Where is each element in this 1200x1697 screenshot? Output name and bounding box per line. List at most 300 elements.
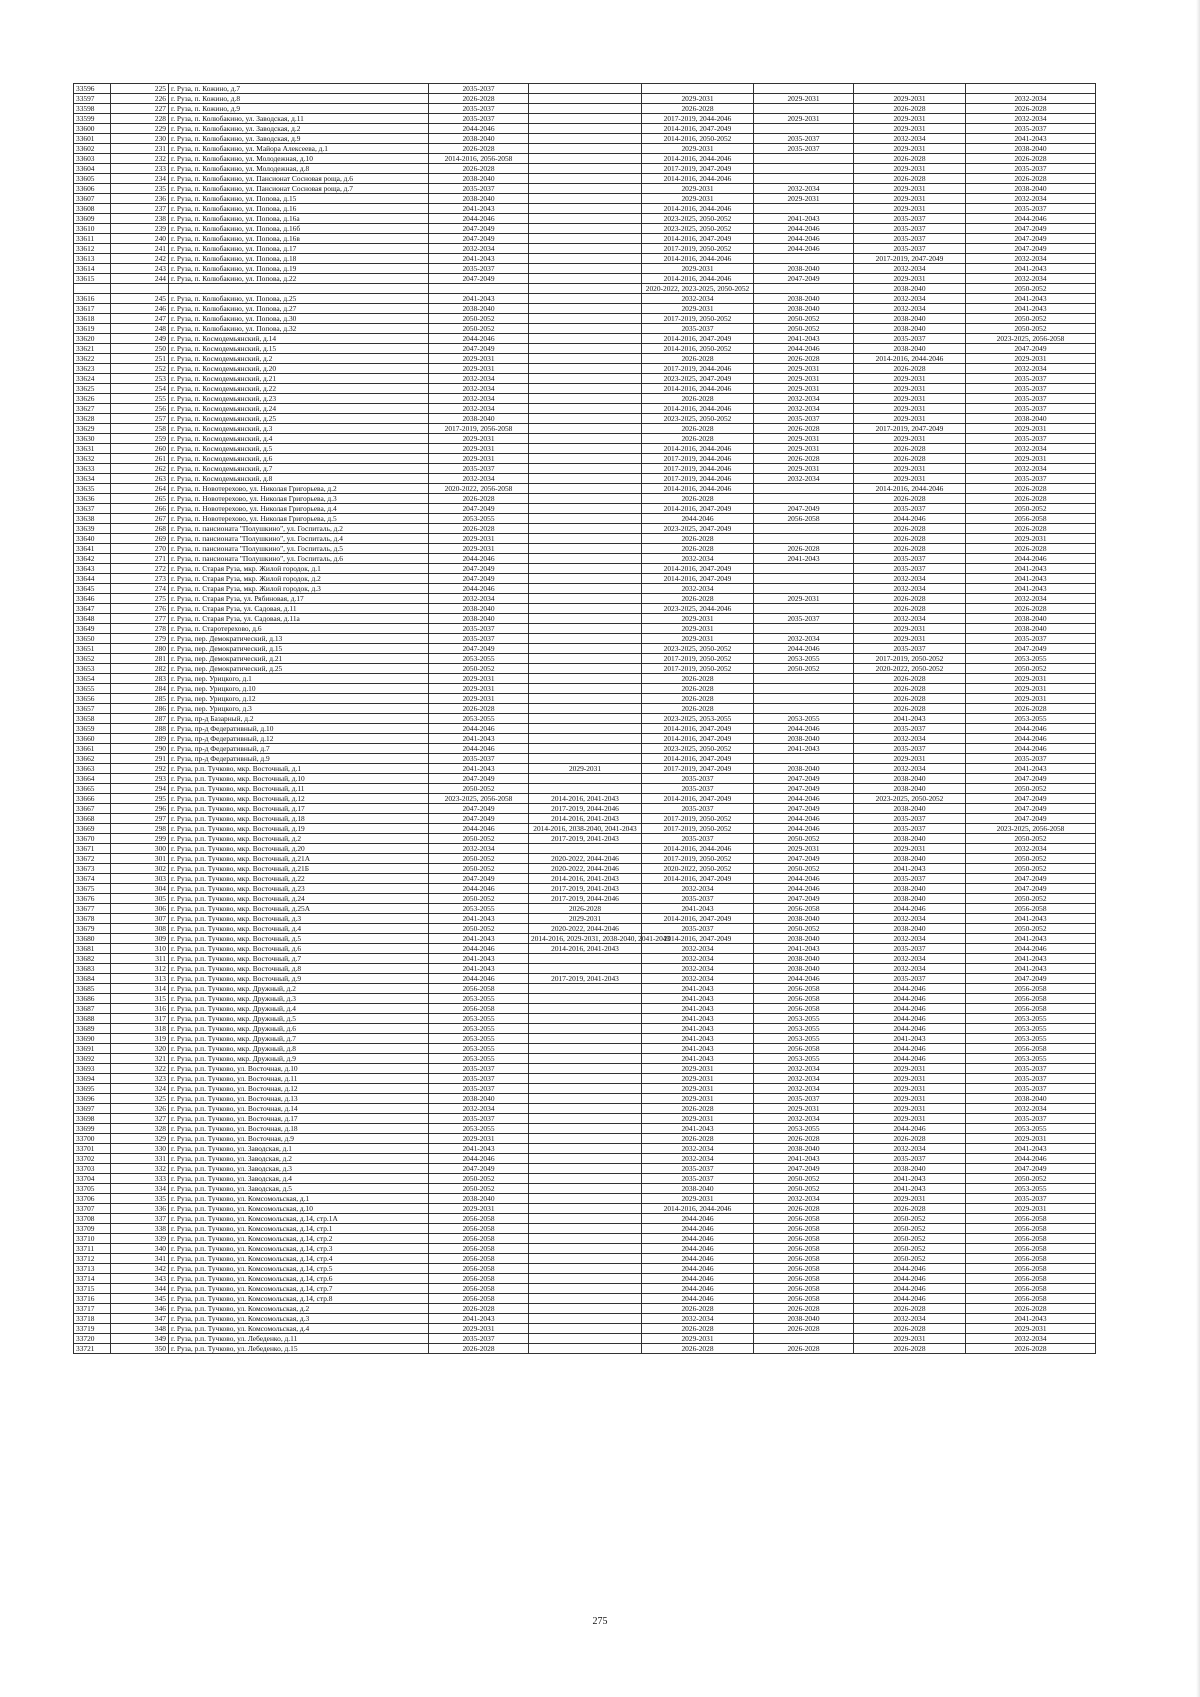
table-row bbox=[74, 1274, 1096, 1284]
registry-id-cell: 33677 bbox=[74, 904, 111, 914]
table-row bbox=[74, 284, 1096, 294]
registry-id-cell: 33604 bbox=[74, 164, 111, 174]
table-row bbox=[74, 1074, 1096, 1084]
period-1-cell: 2044-2046 bbox=[429, 584, 529, 594]
period-6-cell: 2047-2049 bbox=[966, 814, 1096, 824]
period-6-cell: 2041-2043 bbox=[966, 264, 1096, 274]
row-number-cell: 298 bbox=[111, 824, 169, 834]
period-2-cell bbox=[529, 1004, 642, 1014]
table-row bbox=[74, 1334, 1096, 1344]
table-row bbox=[74, 424, 1096, 434]
period-1-cell: 2041-2043 bbox=[429, 934, 529, 944]
period-6-cell: 2035-2037 bbox=[966, 634, 1096, 644]
table-row bbox=[74, 1034, 1096, 1044]
period-5-cell: 2026-2028 bbox=[854, 1204, 966, 1214]
row-number-cell: 326 bbox=[111, 1104, 169, 1114]
period-4-cell: 2044-2046 bbox=[754, 874, 854, 884]
table-row bbox=[74, 724, 1096, 734]
registry-id-cell: 33659 bbox=[74, 724, 111, 734]
period-3-cell: 2020-2022, 2023-2025, 2050-2052 bbox=[642, 284, 754, 294]
period-5-cell: 2029-2031 bbox=[854, 1194, 966, 1204]
table-row bbox=[74, 404, 1096, 414]
address-cell: г. Руза, п. Космодемьянский, д.7 bbox=[169, 464, 429, 474]
period-4-cell: 2044-2046 bbox=[754, 824, 854, 834]
period-3-cell: 2029-2031 bbox=[642, 194, 754, 204]
period-2-cell: 2017-2019, 2044-2046 bbox=[529, 894, 642, 904]
registry-id-cell: 33686 bbox=[74, 994, 111, 1004]
registry-id-cell: 33676 bbox=[74, 894, 111, 904]
period-6-cell: 2032-2034 bbox=[966, 844, 1096, 854]
period-5-cell: 2029-2031 bbox=[854, 1084, 966, 1094]
period-2-cell bbox=[529, 1084, 642, 1094]
address-cell: г. Руза, р.п. Тучково, мкр. Восточный, д.21Б bbox=[169, 864, 429, 874]
registry-id-cell: 33714 bbox=[74, 1274, 111, 1284]
period-2-cell: 2017-2019, 2041-2043 bbox=[529, 884, 642, 894]
row-number-cell: 327 bbox=[111, 1114, 169, 1124]
period-4-cell: 2044-2046 bbox=[754, 794, 854, 804]
row-number-cell: 338 bbox=[111, 1224, 169, 1234]
period-3-cell: 2026-2028 bbox=[642, 1104, 754, 1114]
period-3-cell: 2044-2046 bbox=[642, 1214, 754, 1224]
period-5-cell: 2032-2034 bbox=[854, 1144, 966, 1154]
period-2-cell: 2026-2028 bbox=[529, 904, 642, 914]
table-row bbox=[74, 224, 1096, 234]
period-4-cell bbox=[754, 684, 854, 694]
period-5-cell: 2029-2031 bbox=[854, 114, 966, 124]
period-1-cell: 2023-2025, 2056-2058 bbox=[429, 794, 529, 804]
registry-id-cell: 33636 bbox=[74, 494, 111, 504]
period-4-cell: 2047-2049 bbox=[754, 274, 854, 284]
period-5-cell: 2017-2019, 2047-2049 bbox=[854, 424, 966, 434]
period-5-cell: 2032-2034 bbox=[854, 934, 966, 944]
row-number-cell: 266 bbox=[111, 504, 169, 514]
period-5-cell: 2029-2031 bbox=[854, 94, 966, 104]
table-row bbox=[74, 294, 1096, 304]
period-5-cell: 2017-2019, 2050-2052 bbox=[854, 654, 966, 664]
table-row bbox=[74, 534, 1096, 544]
registry-id-cell: 33717 bbox=[74, 1304, 111, 1314]
period-6-cell: 2044-2046 bbox=[966, 734, 1096, 744]
table-row bbox=[74, 1044, 1096, 1054]
period-6-cell: 2053-2055 bbox=[966, 654, 1096, 664]
address-cell: г. Руза, р.п. Тучково, ул. Лебеденко, д.11 bbox=[169, 1334, 429, 1344]
period-6-cell: 2041-2043 bbox=[966, 564, 1096, 574]
table-row bbox=[74, 1204, 1096, 1214]
period-1-cell: 2041-2043 bbox=[429, 1144, 529, 1154]
period-6-cell: 2056-2058 bbox=[966, 1274, 1096, 1284]
period-5-cell: 2041-2043 bbox=[854, 714, 966, 724]
table-row bbox=[74, 1214, 1096, 1224]
registry-id-cell: 33605 bbox=[74, 174, 111, 184]
period-6-cell: 2050-2052 bbox=[966, 504, 1096, 514]
period-3-cell: 2029-2031 bbox=[642, 1084, 754, 1094]
period-5-cell: 2044-2046 bbox=[854, 994, 966, 1004]
period-3-cell: 2017-2019, 2050-2052 bbox=[642, 654, 754, 664]
period-1-cell: 2026-2028 bbox=[429, 94, 529, 104]
period-6-cell: 2032-2034 bbox=[966, 254, 1096, 264]
period-6-cell: 2029-2031 bbox=[966, 454, 1096, 464]
address-cell: г. Руза, п. Колюбакино, ул. Попова, д.27 bbox=[169, 304, 429, 314]
period-6-cell: 2032-2034 bbox=[966, 94, 1096, 104]
period-2-cell bbox=[529, 1054, 642, 1064]
address-cell: г. Руза, р.п. Тучково, ул. Комсомольская, д.14, стр.1А bbox=[169, 1214, 429, 1224]
period-3-cell: 2014-2016, 2044-2046 bbox=[642, 844, 754, 854]
period-4-cell bbox=[754, 534, 854, 544]
period-3-cell: 2014-2016, 2047-2049 bbox=[642, 564, 754, 574]
row-number-cell: 320 bbox=[111, 1044, 169, 1054]
period-1-cell: 2050-2052 bbox=[429, 784, 529, 794]
table-row bbox=[74, 554, 1096, 564]
table-row bbox=[74, 244, 1096, 254]
address-cell: г. Руза, п. Старая Руза, ул. Садовая, д.11а bbox=[169, 614, 429, 624]
address-cell: г. Руза, пер. Урицкого, д.10 bbox=[169, 684, 429, 694]
registry-id-cell: 33661 bbox=[74, 744, 111, 754]
registry-id-cell: 33653 bbox=[74, 664, 111, 674]
period-6-cell: 2056-2058 bbox=[966, 1214, 1096, 1224]
registry-id-cell: 33622 bbox=[74, 354, 111, 364]
period-2-cell bbox=[529, 314, 642, 324]
row-number-cell: 252 bbox=[111, 364, 169, 374]
period-2-cell bbox=[529, 474, 642, 484]
period-1-cell: 2050-2052 bbox=[429, 834, 529, 844]
address-cell: г. Руза, р.п. Тучково, мкр. Дружный, д.3 bbox=[169, 994, 429, 1004]
address-cell: г. Руза, р.п. Тучково, ул. Комсомольская, д.14, стр.1 bbox=[169, 1224, 429, 1234]
period-1-cell: 2029-2031 bbox=[429, 354, 529, 364]
row-number-cell: 302 bbox=[111, 864, 169, 874]
period-4-cell: 2032-2034 bbox=[754, 394, 854, 404]
row-number-cell: 330 bbox=[111, 1144, 169, 1154]
row-number-cell: 311 bbox=[111, 954, 169, 964]
period-5-cell: 2038-2040 bbox=[854, 884, 966, 894]
period-5-cell: 2029-2031 bbox=[854, 434, 966, 444]
period-6-cell: 2041-2043 bbox=[966, 584, 1096, 594]
period-4-cell bbox=[754, 524, 854, 534]
period-2-cell bbox=[529, 1074, 642, 1084]
period-5-cell: 2026-2028 bbox=[854, 704, 966, 714]
row-number-cell: 274 bbox=[111, 584, 169, 594]
row-number-cell: 242 bbox=[111, 254, 169, 264]
row-number-cell: 250 bbox=[111, 344, 169, 354]
address-cell: г. Руза, п. Космодемьянский, д.3 bbox=[169, 424, 429, 434]
period-6-cell: 2053-2055 bbox=[966, 1054, 1096, 1064]
period-6-cell: 2029-2031 bbox=[966, 684, 1096, 694]
period-2-cell bbox=[529, 574, 642, 584]
period-3-cell: 2014-2016, 2047-2049 bbox=[642, 724, 754, 734]
registry-id-cell: 33624 bbox=[74, 374, 111, 384]
period-6-cell: 2047-2049 bbox=[966, 974, 1096, 984]
period-3-cell: 2041-2043 bbox=[642, 1054, 754, 1064]
period-4-cell: 2026-2028 bbox=[754, 1304, 854, 1314]
row-number-cell: 300 bbox=[111, 844, 169, 854]
registry-id-cell: 33609 bbox=[74, 214, 111, 224]
address-cell: г. Руза, п. Кожино, д.8 bbox=[169, 94, 429, 104]
period-1-cell: 2053-2055 bbox=[429, 654, 529, 664]
address-cell: г. Руза, пер. Демократический, д.21 bbox=[169, 654, 429, 664]
period-3-cell: 2032-2034 bbox=[642, 294, 754, 304]
period-5-cell: 2023-2025, 2050-2052 bbox=[854, 794, 966, 804]
period-1-cell: 2041-2043 bbox=[429, 954, 529, 964]
period-4-cell: 2056-2058 bbox=[754, 1214, 854, 1224]
registry-id-cell: 33623 bbox=[74, 364, 111, 374]
address-cell: г. Руза, пер. Урицкого, д.12 bbox=[169, 694, 429, 704]
address-cell: г. Руза, п. Колюбакино, ул. Попова, д.22 bbox=[169, 274, 429, 284]
period-4-cell: 2053-2055 bbox=[754, 1034, 854, 1044]
period-1-cell: 2041-2043 bbox=[429, 734, 529, 744]
period-5-cell: 2044-2046 bbox=[854, 1264, 966, 1274]
period-6-cell: 2056-2058 bbox=[966, 1244, 1096, 1254]
period-2-cell bbox=[529, 1184, 642, 1194]
period-3-cell: 2017-2019, 2050-2052 bbox=[642, 244, 754, 254]
registry-id-cell: 33666 bbox=[74, 794, 111, 804]
row-number-cell: 248 bbox=[111, 324, 169, 334]
period-3-cell: 2035-2037 bbox=[642, 1174, 754, 1184]
address-cell: г. Руза, п. Космодемьянский, д.4 bbox=[169, 434, 429, 444]
row-number-cell: 325 bbox=[111, 1094, 169, 1104]
registry-id-cell: 33705 bbox=[74, 1184, 111, 1194]
period-4-cell bbox=[754, 704, 854, 714]
period-6-cell: 2041-2043 bbox=[966, 954, 1096, 964]
period-6-cell: 2044-2046 bbox=[966, 744, 1096, 754]
row-number-cell bbox=[111, 284, 169, 294]
period-5-cell: 2029-2031 bbox=[854, 1064, 966, 1074]
row-number-cell: 316 bbox=[111, 1004, 169, 1014]
registry-id-cell: 33720 bbox=[74, 1334, 111, 1344]
row-number-cell: 340 bbox=[111, 1244, 169, 1254]
period-1-cell: 2035-2037 bbox=[429, 264, 529, 274]
row-number-cell: 339 bbox=[111, 1234, 169, 1244]
period-3-cell: 2032-2034 bbox=[642, 964, 754, 974]
period-3-cell: 2020-2022, 2050-2052 bbox=[642, 864, 754, 874]
row-number-cell: 288 bbox=[111, 724, 169, 734]
period-3-cell: 2026-2028 bbox=[642, 1134, 754, 1144]
period-4-cell: 2029-2031 bbox=[754, 1104, 854, 1114]
address-cell: г. Руза, р.п. Тучково, ул. Восточная, д.10 bbox=[169, 1064, 429, 1074]
period-4-cell: 2047-2049 bbox=[754, 854, 854, 864]
row-number-cell: 233 bbox=[111, 164, 169, 174]
period-1-cell bbox=[429, 284, 529, 294]
period-1-cell: 2044-2046 bbox=[429, 1154, 529, 1164]
period-5-cell: 2035-2037 bbox=[854, 744, 966, 754]
registry-id-cell: 33660 bbox=[74, 734, 111, 744]
period-3-cell: 2023-2025, 2050-2052 bbox=[642, 214, 754, 224]
row-number-cell: 322 bbox=[111, 1064, 169, 1074]
registry-id-cell: 33658 bbox=[74, 714, 111, 724]
period-6-cell: 2029-2031 bbox=[966, 1204, 1096, 1214]
registry-id-cell: 33670 bbox=[74, 834, 111, 844]
period-2-cell bbox=[529, 994, 642, 1004]
address-cell: г. Руза, р.п. Тучково, мкр. Восточный, д.21А bbox=[169, 854, 429, 864]
period-5-cell: 2032-2034 bbox=[854, 294, 966, 304]
period-3-cell: 2014-2016, 2047-2049 bbox=[642, 334, 754, 344]
address-cell: г. Руза, п. Космодемьянский, д.25 bbox=[169, 414, 429, 424]
row-number-cell: 293 bbox=[111, 774, 169, 784]
period-2-cell bbox=[529, 354, 642, 364]
period-3-cell: 2014-2016, 2047-2049 bbox=[642, 934, 754, 944]
period-1-cell: 2035-2037 bbox=[429, 464, 529, 474]
table-body bbox=[74, 84, 1096, 1354]
period-1-cell: 2029-2031 bbox=[429, 1134, 529, 1144]
period-3-cell: 2014-2016, 2044-2046 bbox=[642, 274, 754, 284]
page-number: 275 bbox=[592, 1616, 608, 1627]
row-number-cell: 336 bbox=[111, 1204, 169, 1214]
period-3-cell: 2023-2025, 2044-2046 bbox=[642, 604, 754, 614]
period-2-cell bbox=[529, 244, 642, 254]
registry-id-cell: 33698 bbox=[74, 1114, 111, 1124]
period-2-cell bbox=[529, 1244, 642, 1254]
period-5-cell: 2017-2019, 2047-2049 bbox=[854, 254, 966, 264]
period-6-cell: 2032-2034 bbox=[966, 1334, 1096, 1344]
period-4-cell: 2026-2028 bbox=[754, 1324, 854, 1334]
period-1-cell: 2038-2040 bbox=[429, 1094, 529, 1104]
period-2-cell bbox=[529, 544, 642, 554]
period-4-cell: 2050-2052 bbox=[754, 1184, 854, 1194]
period-3-cell: 2044-2046 bbox=[642, 1234, 754, 1244]
period-6-cell: 2056-2058 bbox=[966, 1004, 1096, 1014]
period-1-cell: 2026-2028 bbox=[429, 494, 529, 504]
registry-id-cell: 33662 bbox=[74, 754, 111, 764]
period-6-cell: 2023-2025, 2056-2058 bbox=[966, 334, 1096, 344]
period-3-cell: 2029-2031 bbox=[642, 614, 754, 624]
period-2-cell bbox=[529, 1134, 642, 1144]
period-5-cell: 2038-2040 bbox=[854, 784, 966, 794]
table-row bbox=[74, 1114, 1096, 1124]
period-5-cell: 2026-2028 bbox=[854, 494, 966, 504]
period-6-cell: 2035-2037 bbox=[966, 1074, 1096, 1084]
period-6-cell: 2038-2040 bbox=[966, 414, 1096, 424]
period-6-cell: 2032-2034 bbox=[966, 594, 1096, 604]
row-number-cell: 312 bbox=[111, 964, 169, 974]
address-cell: г. Руза, пр-д Базарный, д.2 bbox=[169, 714, 429, 724]
period-1-cell: 2032-2034 bbox=[429, 404, 529, 414]
period-1-cell: 2047-2049 bbox=[429, 774, 529, 784]
table-row bbox=[74, 1294, 1096, 1304]
row-number-cell: 334 bbox=[111, 1184, 169, 1194]
address-cell: г. Руза, р.п. Тучково, мкр. Восточный, д.7 bbox=[169, 954, 429, 964]
address-cell: г. Руза, р.п. Тучково, мкр. Восточный, д.3 bbox=[169, 914, 429, 924]
period-4-cell: 2041-2043 bbox=[754, 944, 854, 954]
table-row bbox=[74, 764, 1096, 774]
period-4-cell: 2056-2058 bbox=[754, 1004, 854, 1014]
period-5-cell: 2044-2046 bbox=[854, 1014, 966, 1024]
registry-id-cell: 33608 bbox=[74, 204, 111, 214]
period-5-cell: 2050-2052 bbox=[854, 1244, 966, 1254]
row-number-cell: 307 bbox=[111, 914, 169, 924]
address-cell: г. Руза, п. Колюбакино, ул. Попова, д.19 bbox=[169, 264, 429, 274]
table-row bbox=[74, 684, 1096, 694]
period-2-cell bbox=[529, 484, 642, 494]
row-number-cell: 229 bbox=[111, 124, 169, 134]
table-row bbox=[74, 114, 1096, 124]
period-6-cell: 2056-2058 bbox=[966, 904, 1096, 914]
registry-id-cell: 33700 bbox=[74, 1134, 111, 1144]
row-number-cell: 333 bbox=[111, 1174, 169, 1184]
row-number-cell: 249 bbox=[111, 334, 169, 344]
period-1-cell: 2050-2052 bbox=[429, 324, 529, 334]
period-6-cell: 2041-2043 bbox=[966, 294, 1096, 304]
address-cell: г. Руза, п. Космодемьянский, д.8 bbox=[169, 474, 429, 484]
period-5-cell: 2044-2046 bbox=[854, 984, 966, 994]
address-cell: г. Руза, р.п. Тучково, ул. Заводская, д.2 bbox=[169, 1154, 429, 1164]
registry-id-cell: 33644 bbox=[74, 574, 111, 584]
period-1-cell: 2038-2040 bbox=[429, 194, 529, 204]
period-1-cell: 2050-2052 bbox=[429, 864, 529, 874]
period-3-cell: 2023-2025, 2047-2049 bbox=[642, 524, 754, 534]
period-1-cell: 2053-2055 bbox=[429, 1124, 529, 1134]
registry-id-cell: 33616 bbox=[74, 294, 111, 304]
period-2-cell: 2017-2019, 2041-2043 bbox=[529, 974, 642, 984]
period-2-cell bbox=[529, 954, 642, 964]
period-6-cell: 2050-2052 bbox=[966, 1174, 1096, 1184]
period-3-cell: 2032-2034 bbox=[642, 944, 754, 954]
registry-id-cell: 33617 bbox=[74, 304, 111, 314]
period-5-cell: 2029-2031 bbox=[854, 1074, 966, 1084]
address-cell: г. Руза, п. Старая Руза, ул. Рябиновая, д.17 bbox=[169, 594, 429, 604]
period-3-cell: 2029-2031 bbox=[642, 634, 754, 644]
period-6-cell: 2050-2052 bbox=[966, 314, 1096, 324]
address-cell: г. Руза, п. Космодемьянский, д.15 bbox=[169, 344, 429, 354]
table-row bbox=[74, 1064, 1096, 1074]
table-row bbox=[74, 914, 1096, 924]
period-6-cell: 2056-2058 bbox=[966, 1254, 1096, 1264]
period-5-cell: 2035-2037 bbox=[854, 334, 966, 344]
period-1-cell: 2041-2043 bbox=[429, 764, 529, 774]
registry-id-cell: 33708 bbox=[74, 1214, 111, 1224]
period-4-cell: 2044-2046 bbox=[754, 234, 854, 244]
period-4-cell: 2032-2034 bbox=[754, 404, 854, 414]
period-5-cell: 2044-2046 bbox=[854, 1004, 966, 1014]
period-1-cell: 2047-2049 bbox=[429, 574, 529, 584]
period-3-cell: 2026-2028 bbox=[642, 104, 754, 114]
period-2-cell bbox=[529, 564, 642, 574]
period-5-cell: 2026-2028 bbox=[854, 364, 966, 374]
period-3-cell: 2017-2019, 2050-2052 bbox=[642, 824, 754, 834]
address-cell: г. Руза, р.п. Тучково, ул. Комсомольская, д.1 bbox=[169, 1194, 429, 1204]
period-6-cell: 2047-2049 bbox=[966, 794, 1096, 804]
registry-id-cell: 33675 bbox=[74, 884, 111, 894]
address-cell: г. Руза, п. Колюбакино, ул. Заводская, д.2 bbox=[169, 124, 429, 134]
period-1-cell: 2041-2043 bbox=[429, 254, 529, 264]
period-3-cell: 2014-2016, 2047-2049 bbox=[642, 234, 754, 244]
period-5-cell: 2026-2028 bbox=[854, 684, 966, 694]
scan-edge-shadow bbox=[1196, 0, 1200, 1697]
period-1-cell: 2041-2043 bbox=[429, 1314, 529, 1324]
period-5-cell: 2035-2037 bbox=[854, 564, 966, 574]
table-row bbox=[74, 504, 1096, 514]
period-6-cell: 2026-2028 bbox=[966, 544, 1096, 554]
registry-id-cell: 33685 bbox=[74, 984, 111, 994]
period-4-cell: 2053-2055 bbox=[754, 654, 854, 664]
period-5-cell: 2029-2031 bbox=[854, 384, 966, 394]
address-cell bbox=[169, 284, 429, 294]
registry-id-cell: 33615 bbox=[74, 274, 111, 284]
period-5-cell: 2026-2028 bbox=[854, 524, 966, 534]
period-6-cell: 2038-2040 bbox=[966, 1094, 1096, 1104]
registry-id-cell: 33671 bbox=[74, 844, 111, 854]
row-number-cell: 345 bbox=[111, 1294, 169, 1304]
period-4-cell: 2029-2031 bbox=[754, 194, 854, 204]
period-5-cell: 2038-2040 bbox=[854, 324, 966, 334]
table-row bbox=[74, 664, 1096, 674]
address-cell: г. Руза, пер. Демократический, д.13 bbox=[169, 634, 429, 644]
period-6-cell: 2023-2025, 2056-2058 bbox=[966, 824, 1096, 834]
row-number-cell: 275 bbox=[111, 594, 169, 604]
period-4-cell bbox=[754, 624, 854, 634]
period-3-cell: 2014-2016, 2044-2046 bbox=[642, 204, 754, 214]
registry-id-cell: 33657 bbox=[74, 704, 111, 714]
period-4-cell: 2038-2040 bbox=[754, 934, 854, 944]
period-6-cell: 2029-2031 bbox=[966, 424, 1096, 434]
table-row bbox=[74, 324, 1096, 334]
